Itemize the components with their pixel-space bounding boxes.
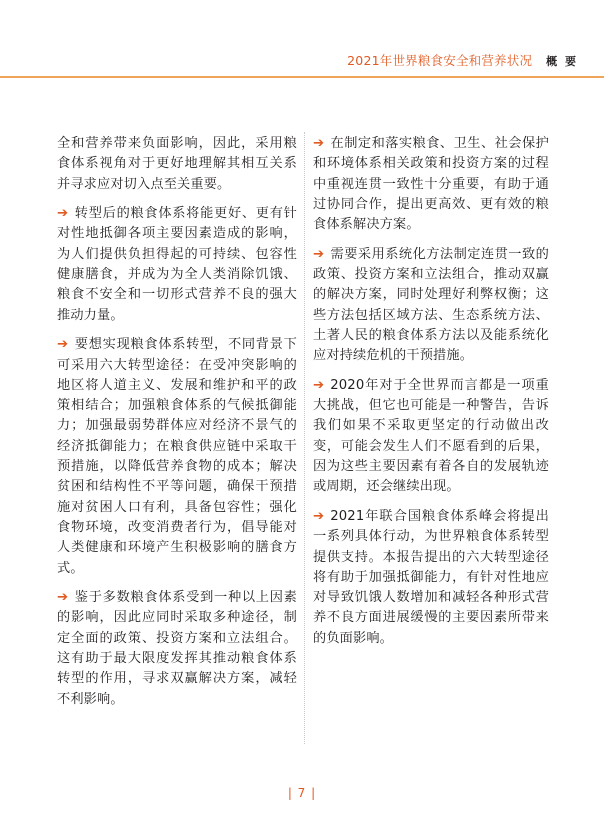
arrow-right-icon: ➔ xyxy=(313,508,325,524)
arrow-right-icon: ➔ xyxy=(313,377,325,393)
arrow-right-icon: ➔ xyxy=(57,337,69,353)
paragraph-text: 在制定和落实粮食、卫生、社会保护和环境体系相关政策和投资方案的过程中重视连贯一致性十分重要，有助于通过协同合作，提出更高效、更有效的粮食体系解决方案。 xyxy=(313,136,549,233)
running-header xyxy=(347,51,578,71)
paragraph-text: 2021年联合国粮食体系峰会将提出一系列具体行动，为世界粮食体系转型提供支持。本报告提出的六大转型途径将有助于加强抵御能力，有针对性地应对导致饥饿人数增加和减轻各种形式营养不良方面进展缓慢的主要因素所带来的负面影响。 xyxy=(313,508,549,646)
paragraph-text: 2020年对于全世界而言都是一项重大挑战，但它也可能是一种警告，告诉我们如果不采取更坚定的行动做出改变，可能会发生人们不愿看到的后果，因为这些主要因素有着各自的发展轨迹或周期，还会继续出现。 xyxy=(313,377,549,495)
bullet-paragraph xyxy=(313,245,549,367)
arrow-right-icon: ➔ xyxy=(57,206,69,222)
paragraph-text: 转型后的粮食体系将能更好、更有针对性地抵御各项主要因素造成的影响，为人们提供负担得起的可持续、包容性健康膳食，并成为为全人类消除饥饿、粮食不安全和一切形式营养不良的强大推动力量。 xyxy=(57,206,297,323)
bullet-paragraph xyxy=(57,204,297,326)
header-rule xyxy=(0,76,604,78)
page-number: | 7 | xyxy=(287,786,317,800)
paragraph xyxy=(57,134,297,195)
bullet-paragraph xyxy=(313,134,549,235)
paragraph-text: 全和营养带来负面影响，因此，采用粮食体系视角对于更好地理解其相互关系并寻求应对切入点至关重要。 xyxy=(57,136,297,192)
paragraph-text: 鉴于多数粮食体系受到一种以上因素的影响，因此应同时采取多种途径，制定全面的政策、投资方案和立法组合。这有助于最大限度发挥其推动粮食体系转型的作用，寻求双赢解决方案，减轻不利影响。 xyxy=(57,590,297,707)
section-label: 概 要 xyxy=(546,55,578,68)
column-divider xyxy=(304,132,305,744)
bullet-paragraph xyxy=(57,335,297,579)
arrow-right-icon: ➔ xyxy=(313,246,325,262)
right-column xyxy=(313,134,549,658)
bullet-paragraph xyxy=(57,588,297,710)
paragraph-text: 要想实现粮食体系转型，不同背景下可采用六大转型途径：在受冲突影响的地区将人道主义、发展和维护和平的政策相结合；加强粮食体系的气候抵御能力；加强最弱势群体应对经济不景气的经济抵御能力；在粮食供应链中采取干预措施，以降低营养食物的成本；解决贫困和结构性不平等问题，确保干预措施对贫困人口有利，具备包容性；强化食物环境，改变消费者行为，倡导能对人类健康和环境产生积极影响的膳食方式。 xyxy=(57,337,297,576)
bullet-paragraph xyxy=(313,376,549,498)
left-column xyxy=(57,134,297,719)
arrow-right-icon: ➔ xyxy=(57,590,69,606)
report-title: 2021年世界粮食安全和营养状况 xyxy=(347,53,533,68)
arrow-right-icon: ➔ xyxy=(313,136,325,151)
bullet-paragraph xyxy=(313,507,549,649)
paragraph-text: 需要采用系统化方法制定连贯一致的政策、投资方案和立法组合，推动双赢的解决方案，同时处理好利弊权衡；这些方法包括区域方法、生态系统方法、土著人民的粮食体系方法以及能系统化应对持续危机的干预措施。 xyxy=(313,246,549,364)
